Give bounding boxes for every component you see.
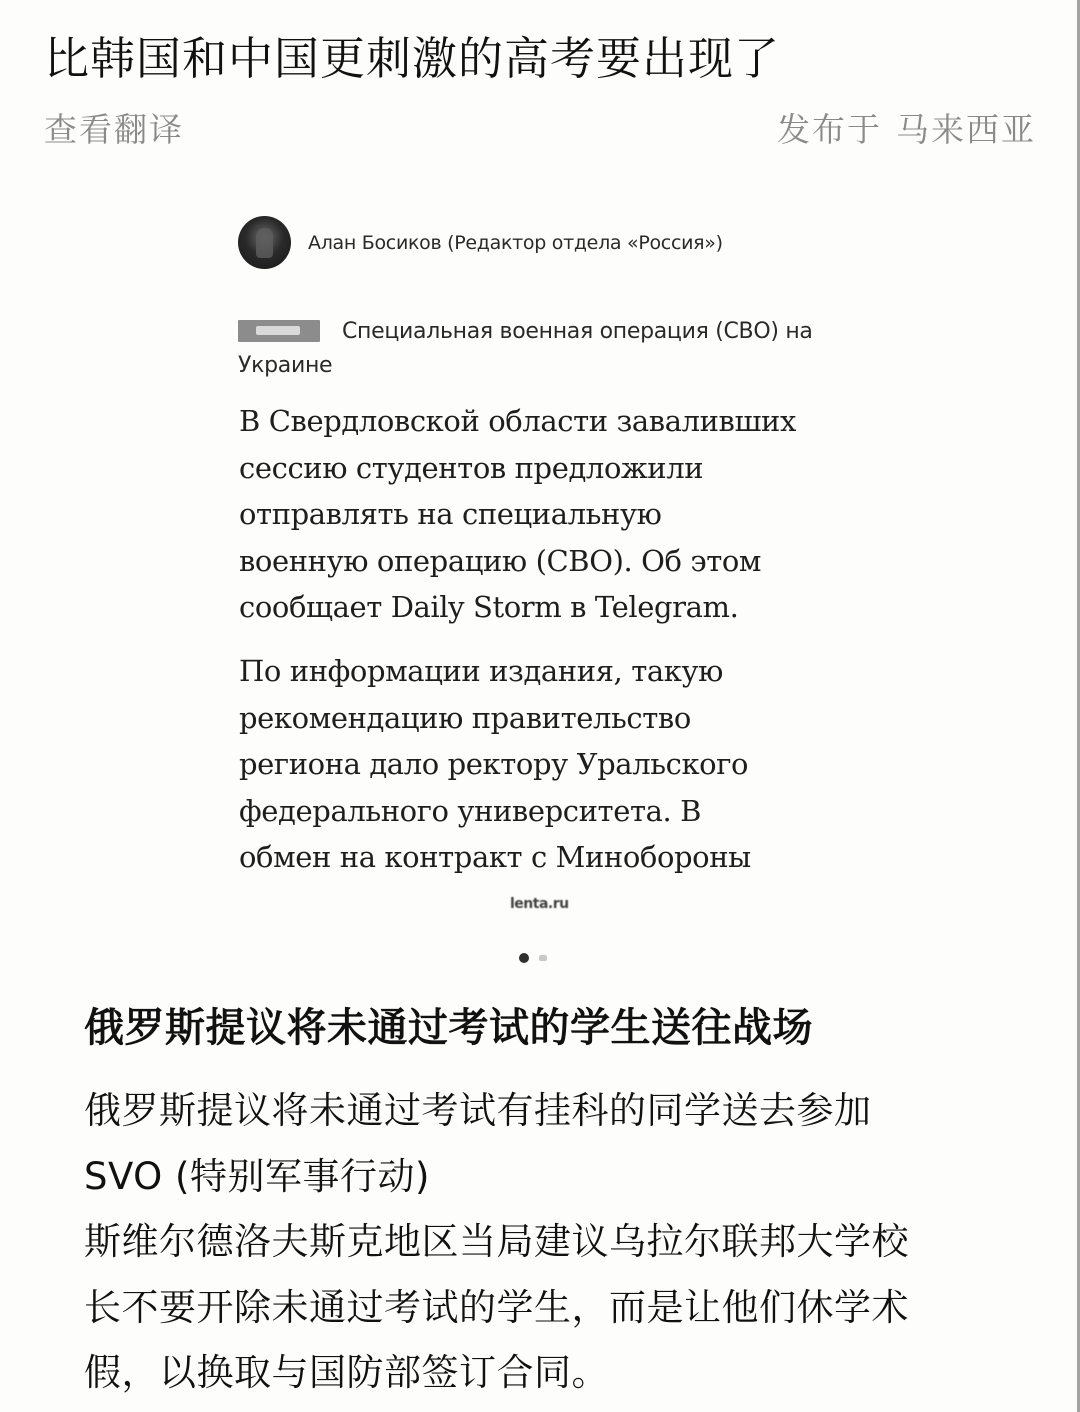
- carousel-indicator[interactable]: [519, 953, 547, 963]
- location-name: 马来西亚: [896, 110, 1036, 149]
- paragraph-line: отправлять на специальную: [239, 497, 662, 531]
- source-watermark: lenta.ru: [510, 896, 569, 912]
- body-line: 斯维尔德洛夫斯克地区当局建议乌拉尔联邦大学校: [84, 1220, 909, 1263]
- article-paragraph-1: [239, 398, 879, 631]
- body-line: 假，以换取与国防部签订合同。: [84, 1351, 609, 1394]
- paragraph-line: рекомендацию правительство: [239, 700, 691, 735]
- tag-text-line2: Украине: [238, 353, 333, 378]
- paragraph-line: сообщает Daily Storm в Telegram.: [239, 590, 739, 624]
- carousel-dot-icon[interactable]: [539, 955, 547, 961]
- article-tag: [238, 315, 858, 383]
- paragraph-line: По информации издания, такую: [239, 654, 723, 688]
- post-location: [777, 108, 1036, 152]
- content-body: [84, 1078, 984, 1406]
- paragraph-line: обмен на контракт с Минобороны: [239, 840, 751, 874]
- paragraph-line: В Свердловской области заваливших: [239, 404, 796, 438]
- paragraph-line: федерального университета. В: [239, 793, 702, 828]
- body-line: 俄罗斯提议将未通过考试有挂科的同学送去参加: [84, 1089, 872, 1132]
- carousel-dot-active-icon[interactable]: [519, 953, 529, 963]
- paragraph-line: военную операцию (СВО). Об этом: [239, 543, 762, 578]
- paragraph-line: сессию студентов предложили: [239, 450, 704, 485]
- view-translation-link[interactable]: 查看翻译: [44, 110, 184, 149]
- author-name: Алан Босиков (Редактор отдела «Россия»): [308, 231, 723, 254]
- post-title: 比韩国和中国更刺激的高考要出现了: [44, 32, 781, 85]
- article-author: [238, 216, 723, 269]
- body-line: 长不要开除未通过考试的学生，而是让他们休学术: [84, 1285, 909, 1329]
- body-line: SVO (特别军事行动): [84, 1154, 430, 1198]
- tag-text-line1: Специальная военная операция (СВО) на: [342, 319, 813, 344]
- location-prefix: 发布于: [777, 110, 882, 149]
- article-paragraph-2: [239, 648, 879, 881]
- content-headline: 俄罗斯提议将未通过考试的学生送往战场: [84, 1005, 813, 1051]
- paragraph-line: региона дало ректору Уральского: [239, 747, 749, 781]
- author-avatar-icon: [238, 216, 291, 269]
- tag-badge-icon: [238, 320, 320, 342]
